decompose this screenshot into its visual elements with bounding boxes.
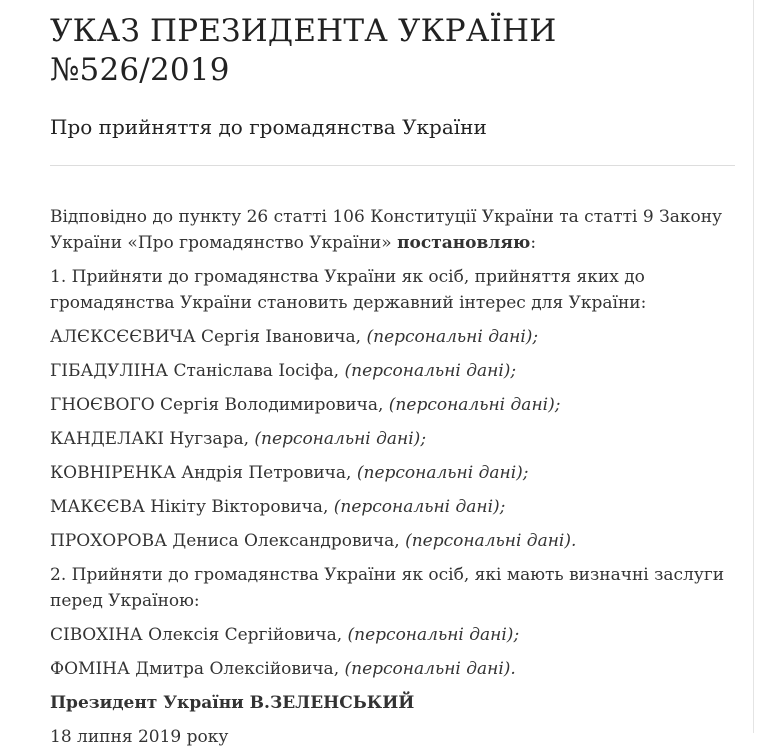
document-date: 18 липня 2019 року: [50, 726, 229, 747]
section-1-intro: 1. Прийняти до громадянства України як осіб, прийняття яких до громадянства України становить державний інтерес для України:: [50, 266, 647, 313]
preamble-suffix: :: [530, 232, 537, 253]
preamble-text: Відповідно до пункту 26 статті 106 Конституції України та статті 9 Закону України «Про громадянство України»: [50, 206, 723, 253]
person-name: СІВОХІНА Олексія Сергійовича,: [50, 624, 343, 645]
personal-data-note: (персональні дані);: [254, 428, 427, 449]
personal-data-note: (персональні дані).: [344, 658, 516, 679]
person-name: КОВНІРЕНКА Андрія Петровича,: [50, 462, 352, 483]
name-entry: [50, 656, 735, 682]
personal-data-note: (персональні дані);: [333, 496, 506, 517]
name-entry: [50, 392, 735, 418]
page-title: УКАЗ ПРЕЗИДЕНТА УКРАЇНИ №526/2019: [50, 13, 557, 88]
personal-data-note: (персональні дані).: [405, 530, 577, 551]
name-entry: [50, 528, 735, 554]
name-entry: [50, 622, 735, 648]
person-name: МАКЄЄВА Нікіту Вікторовича,: [50, 496, 329, 517]
preamble-paragraph: [50, 204, 735, 256]
person-name: ГНОЄВОГО Сергія Володимировича,: [50, 394, 384, 415]
document-header: [50, 12, 735, 166]
person-name: АЛЄКСЄЄВИЧА Сергія Івановича,: [50, 326, 362, 347]
person-name: ФОМІНА Дмитра Олексійовича,: [50, 658, 340, 679]
person-name: ПРОХОРОВА Дениса Олександровича,: [50, 530, 400, 551]
person-name: ГІБАДУЛІНА Станіслава Іосіфа,: [50, 360, 340, 381]
personal-data-note: (персональні дані);: [388, 394, 561, 415]
personal-data-note: (персональні дані);: [344, 360, 517, 381]
name-entry: [50, 324, 735, 350]
name-entry: [50, 426, 735, 452]
name-entry: [50, 494, 735, 520]
personal-data-note: (персональні дані);: [347, 624, 520, 645]
person-name: КАНДЕЛАКІ Нугзара,: [50, 428, 249, 449]
section-2-intro: 2. Прийняти до громадянства України як осіб, які мають визначні заслуги перед Україною:: [50, 564, 725, 611]
document-body: [50, 166, 735, 750]
document-subtitle: Про прийняття до громадянства України: [50, 114, 487, 139]
personal-data-note: (персональні дані);: [366, 326, 539, 347]
preamble-bold-word: постановляю: [397, 232, 531, 253]
name-entry: [50, 358, 735, 384]
name-entry: [50, 460, 735, 486]
president-signature: Президент України В.ЗЕЛЕНСЬКИЙ: [50, 692, 415, 713]
personal-data-note: (персональні дані);: [356, 462, 529, 483]
